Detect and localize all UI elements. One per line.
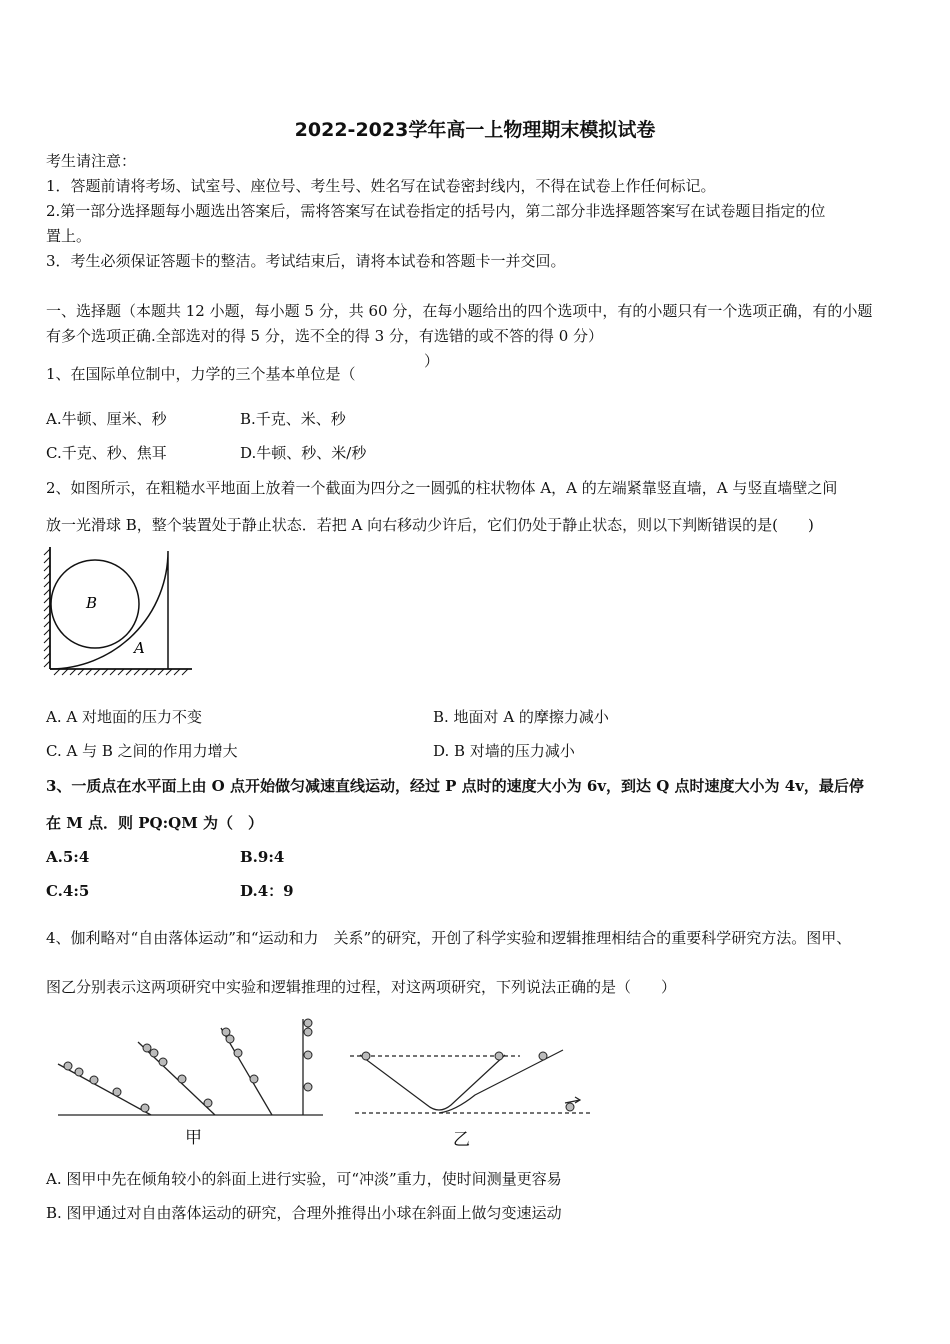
block-a-label: A (134, 639, 145, 657)
notice-item-2: 2.第一部分选择题每小题选出答案后，需将答案写在试卷指定的括号内，第二部分非选择题答案写在试卷题目指定的位 (46, 202, 826, 220)
figure-jia (58, 1019, 323, 1115)
q1-close-paren: ） (424, 352, 440, 370)
ground-hatching (54, 669, 188, 675)
q2-figure (44, 545, 194, 675)
exam-title: 2022-2023学年高一上物理期末模拟试卷 (294, 119, 656, 141)
q3-option-c: C.4:5 (46, 882, 90, 900)
q3-option-d: D.4：9 (240, 882, 294, 900)
q2-option-d: D. B 对墙的压力减小 (433, 742, 575, 760)
q4-option-b: B. 图甲通过对自由落体运动的研究，合理外推得出小球在斜面上做匀变速运动 (46, 1204, 562, 1222)
notice-item-2-cont: 置上。 (46, 227, 92, 245)
q1-option-d: D.牛顿、秒、米/秒 (240, 444, 367, 462)
wall-hatching (44, 549, 50, 667)
figure-jia-label: 甲 (185, 1128, 202, 1148)
q2-stem-line1: 2、如图所示，在粗糙水平地面上放着一个截面为四分之一圆弧的柱状物体 A，A 的左端紧靠竖直墙，A 与竖直墙壁之间 (46, 479, 838, 497)
q3-option-a: A.5:4 (46, 848, 90, 866)
section-heading-line1: 一、选择题（本题共 12 小题，每小题 5 分，共 60 分，在每小题给出的四个选项中，有的小题只有一个选项正确，有的小题 (46, 302, 873, 320)
section-heading-line2: 有多个选项正确.全部选对的得 5 分，选不全的得 3 分，有选错的或不答的得 0 分） (46, 327, 604, 345)
q2-option-b: B. 地面对 A 的摩擦力减小 (433, 708, 609, 726)
notice-heading: 考生请注意： (46, 152, 137, 170)
yi-track-1 (360, 1055, 505, 1110)
q4-stem-line2: 图乙分别表示这两项研究中实验和逻辑推理的过程，对这两项研究，下列说法正确的是（ ） (46, 978, 677, 996)
q3-stem-line2: 在 M 点．则 PQ:QM 为（ ） (46, 814, 264, 832)
notice-item-1: 1．答题前请将考场、试室号、座位号、考生号、姓名写在试卷密封线内，不得在试卷上作任何标记。 (46, 177, 716, 195)
notice-item-3: 3．考生必须保证答题卡的整洁。考试结束后，请将本试卷和答题卡一并交回。 (46, 252, 566, 270)
q3-stem-line1: 3、一质点在水平面上由 O 点开始做匀减速直线运动，经过 P 点时的速度大小为 6v，到达 Q 点时速度大小为 4v，最后停 (46, 777, 864, 795)
q1-option-c: C.千克、秒、焦耳 (46, 444, 167, 462)
q3-option-b: B.9:4 (240, 848, 285, 866)
q2-stem-line2: 放一光滑球 B，整个装置处于静止状态．若把 A 向右移动少许后，它们仍处于静止状态，则以下判断错误的是( ) (46, 516, 814, 534)
jia-balls (64, 1019, 312, 1112)
ball-b-label: B (86, 594, 98, 612)
q4-figure (55, 1015, 595, 1155)
q1-option-a: A.牛顿、厘米、秒 (46, 410, 167, 428)
q1-stem: 1、在国际单位制中，力学的三个基本单位是（ (46, 365, 356, 383)
q2-option-a: A. A 对地面的压力不变 (46, 708, 202, 726)
jia-incline-1 (58, 1064, 151, 1115)
q4-option-a: A. 图甲中先在倾角较小的斜面上进行实验，可“冲淡”重力，使时间测量更容易 (46, 1170, 562, 1188)
figure-yi (350, 1050, 590, 1113)
q2-option-c: C. A 与 B 之间的作用力增大 (46, 742, 238, 760)
q4-stem-line1: 4、伽利略对“自由落体运动”和“运动和力 关系”的研究，开创了科学实验和逻辑推理相结合的重要科学研究方法。图甲、 (46, 929, 852, 947)
q1-option-b: B.千克、米、秒 (240, 410, 346, 428)
figure-yi-label: 乙 (453, 1130, 470, 1150)
